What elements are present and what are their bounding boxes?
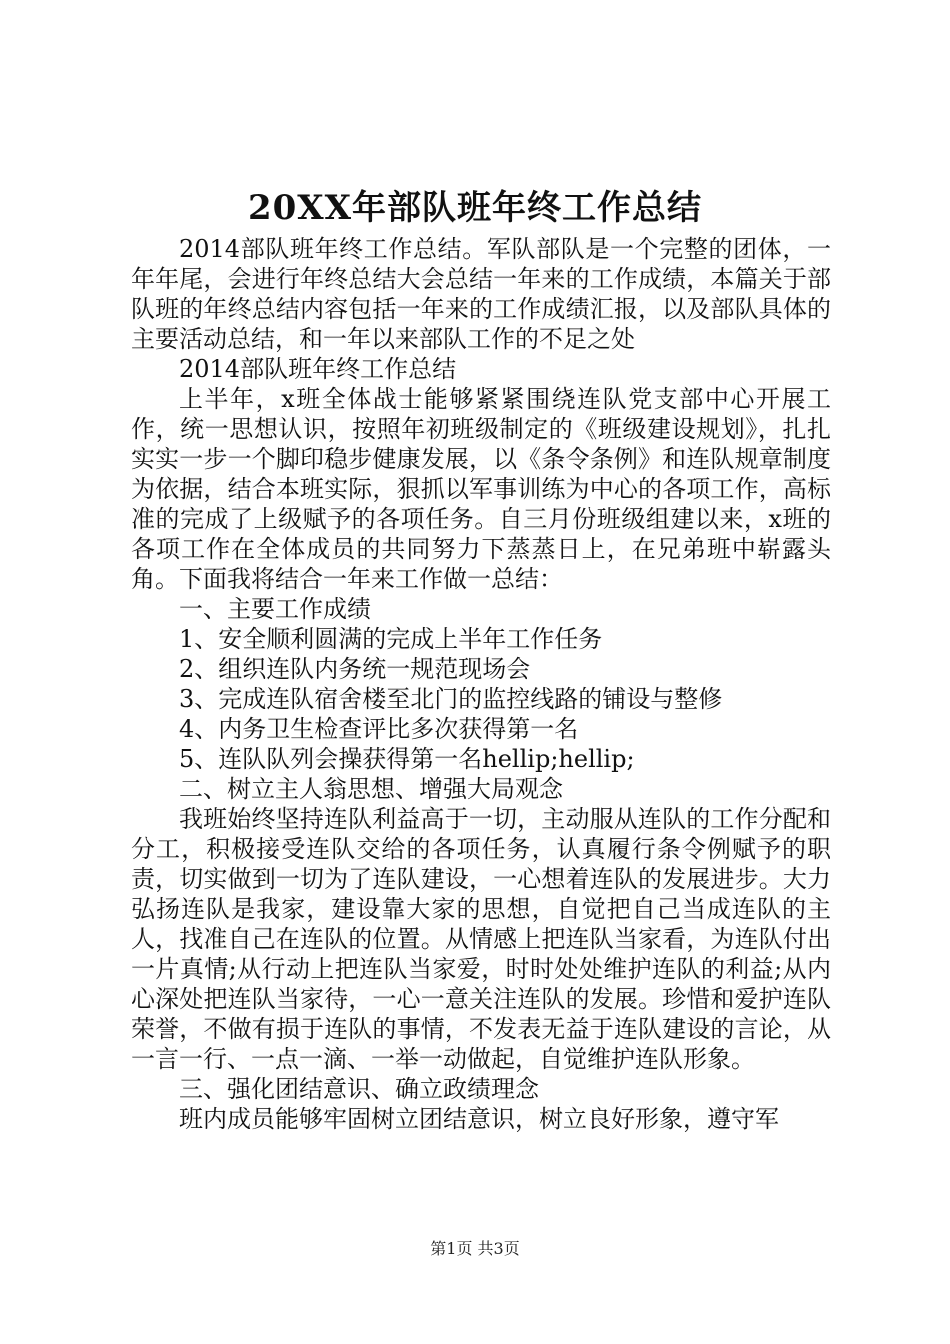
list-item-2: 2、组织连队内务统一规范现场会 [179, 655, 531, 683]
list-item-3: 3、完成连队宿舍楼至北门的监控线路的铺设与整修 [179, 685, 723, 713]
list-item-4: 4、内务卫生检查评比多次获得第一名 [179, 715, 579, 743]
paragraph-unity: 班内成员能够牢固树立团结意识，树立良好形象，遵守军 [179, 1105, 779, 1133]
list-item-1: 1、安全顺利圆满的完成上半年工作任务 [179, 625, 603, 653]
page-footer: 第1页 共3页 [430, 1239, 520, 1258]
document-body [131, 234, 831, 1134]
section-heading-1: 一、主要工作成绩 [179, 595, 371, 623]
section-heading-3: 三、强化团结意识、确立政绩理念 [179, 1075, 539, 1103]
list-item-5: 5、连队队列会操获得第一名hellip;hellip; [179, 745, 635, 773]
document-title: 20XX年部队班年终工作总结 [247, 188, 703, 228]
paragraph-intro: 2014部队班年终工作总结。军队部队是一个完整的团体，一年年尾，会进行年终总结大会总结一年来的工作成绩，本篇关于部队班的年终总结内容包括一年来的工作成绩汇报，以及部队具体的主要活动总结，和一年以来部队工作的不足之处 [131, 235, 831, 353]
paragraph-ownership: 我班始终坚持连队利益高于一切，主动服从连队的工作分配和分工，积极接受连队交给的各项任务，认真履行条令例赋予的职责，切实做到一切为了连队建设，一心想着连队的发展进步。大力弘扬连队是我家，建设靠大家的思想，自觉把自己当成连队的主人，找准自己在连队的位置。从情感上把连队当家看，为连队付出一片真情;从行动上把连队当家爱，时时处处维护连队的利益;从内心深处把连队当家待，一心一意关注连队的发展。珍惜和爱护连队荣誉，不做有损于连队的事情，不发表无益于连队建设的言论，从一言一行、一点一滴、一举一动做起，自觉维护连队形象。 [131, 805, 831, 1073]
paragraph-subtitle: 2014部队班年终工作总结 [179, 355, 457, 383]
paragraph-first-half: 上半年，x班全体战士能够紧紧围绕连队党支部中心开展工作，统一思想认识，按照年初班级制定的《班级建设规划》，扎扎实实一步一个脚印稳步健康发展，以《条令条例》和连队规章制度为依据，结合本班实际，狠抓以军事训练为中心的各项工作，高标准的完成了上级赋予的各项任务。自三月份班级组建以来，x班的各项工作在全体成员的共同努力下蒸蒸日上，在兄弟班中崭露头角。下面我将结合一年来工作做一总结： [131, 385, 831, 593]
section-heading-2: 二、树立主人翁思想、增强大局观念 [179, 775, 563, 803]
